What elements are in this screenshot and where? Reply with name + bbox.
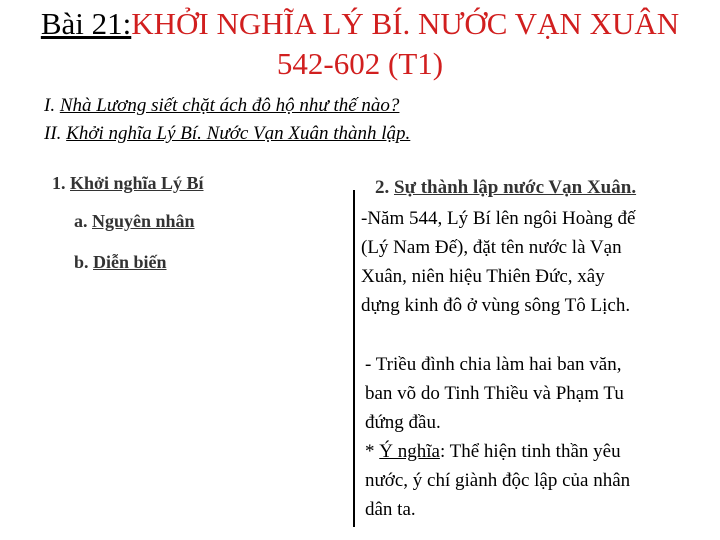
subsection-title: Nguyên nhân bbox=[92, 211, 195, 231]
text-line: -Năm 544, Lý Bí lên ngôi Hoàng đế bbox=[361, 208, 636, 229]
outline-text: Nhà Lương siết chặt ách đô hộ như thế nào? bbox=[59, 95, 400, 116]
lesson-period: 542-602 (T1) bbox=[276, 46, 444, 81]
section-number: 1. bbox=[52, 173, 70, 193]
text-line: Xuân, niên hiệu Thiên Đức, xây bbox=[361, 266, 605, 287]
section-title: Khởi nghĩa Lý Bí bbox=[70, 173, 204, 193]
section-2-heading bbox=[375, 175, 636, 201]
outline-numeral: II. bbox=[44, 123, 67, 144]
meaning-line bbox=[365, 437, 715, 466]
outline-item-2 bbox=[44, 120, 704, 148]
lesson-title: KHỞI NGHĨA LÝ BÍ. NƯỚC VẠN XUÂN bbox=[131, 6, 680, 41]
outline-item-1 bbox=[44, 92, 704, 120]
section-title: Sự thành lập nước Vạn Xuân. bbox=[394, 177, 637, 198]
meaning-label: Ý nghĩa bbox=[379, 441, 440, 462]
paragraph-founding bbox=[361, 204, 716, 320]
subsection-a bbox=[74, 209, 195, 233]
subsection-title: Diễn biến bbox=[93, 252, 167, 272]
text-line: ban võ do Tinh Thiều và Phạm Tu bbox=[365, 383, 624, 404]
subsection-letter: a. bbox=[74, 211, 92, 231]
text-line: dân ta. bbox=[365, 499, 416, 520]
paragraph-court bbox=[365, 350, 715, 524]
outline-numeral: I. bbox=[44, 95, 60, 116]
text-line: (Lý Nam Đế), đặt tên nước là Vạn bbox=[361, 237, 622, 258]
lesson-number: Bài 21: bbox=[40, 6, 132, 41]
page-title bbox=[0, 4, 720, 84]
text-line: - Triều đình chia làm hai ban văn, bbox=[365, 354, 622, 375]
column-divider bbox=[353, 190, 355, 527]
text-line: nước, ý chí giành độc lập của nhân bbox=[365, 470, 631, 491]
subsection-b bbox=[74, 250, 167, 274]
text-line: dựng kinh đô ở vùng sông Tô Lịch. bbox=[361, 295, 631, 316]
section-1-heading bbox=[52, 171, 204, 195]
meaning-text: : Thể hiện tinh thần yêu bbox=[439, 441, 621, 462]
text-line: đứng đầu. bbox=[365, 412, 441, 433]
outline-text: Khởi nghĩa Lý Bí. Nước Vạn Xuân thành lập. bbox=[66, 123, 411, 144]
section-number: 2. bbox=[375, 177, 394, 198]
bullet-star: * bbox=[365, 441, 380, 462]
title-line-1 bbox=[0, 4, 720, 44]
subsection-letter: b. bbox=[74, 252, 94, 272]
lesson-outline bbox=[44, 92, 704, 148]
